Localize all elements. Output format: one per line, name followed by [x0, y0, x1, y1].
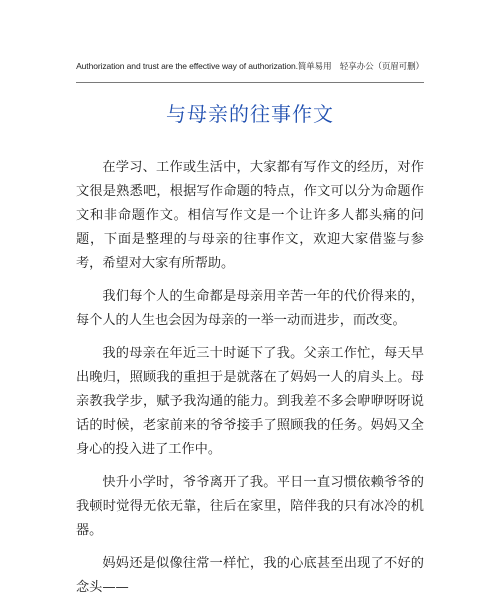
paragraph: 在学习、工作或生活中，大家都有写作文的经历，对作文很是熟悉吧，根据写作命题的特点，作文可以分为命题作文和非命题作文。相信写作文是一个让许多人都头痛的问题，下面是整理的与母亲的往事作文，欢迎大家借鉴与参考，希望对大家有所帮助。 [76, 160, 424, 271]
paragraph: 我的母亲在年近三十时诞下了我。父亲工作忙，每天早出晚归，照顾我的重担于是就落在了妈妈一人的肩头上。母亲教我学步，赋予我沟通的能力。到我差不多会咿咿呀呀说话的时候，老家前来的爷爷接手了照顾我的任务。妈妈又全身心的投入进了工作中。 [76, 346, 424, 457]
paragraph: 快升小学时，爷爷离开了我。平日一直习惯依赖爷爷的我顿时觉得无依无靠，往后在家里，陪伴我的只有冰冷的机器。 [76, 475, 424, 538]
document-title: 与母亲的往事作文 [166, 102, 334, 126]
paragraph: 我们每个人的生命都是母亲用辛苦一年的代价得来的，每个人的人生也会因为母亲的一举一动而进步，而改变。 [76, 289, 424, 328]
page-header: Authorization and trust are the effective way of authorization.简单易用 轻享办公（页眉可删） [76, 61, 424, 71]
header-divider [76, 82, 424, 83]
document-body [76, 156, 424, 609]
paragraph: 妈妈还是似像往常一样忙，我的心底甚至出现了不好的念头—— [76, 556, 424, 595]
